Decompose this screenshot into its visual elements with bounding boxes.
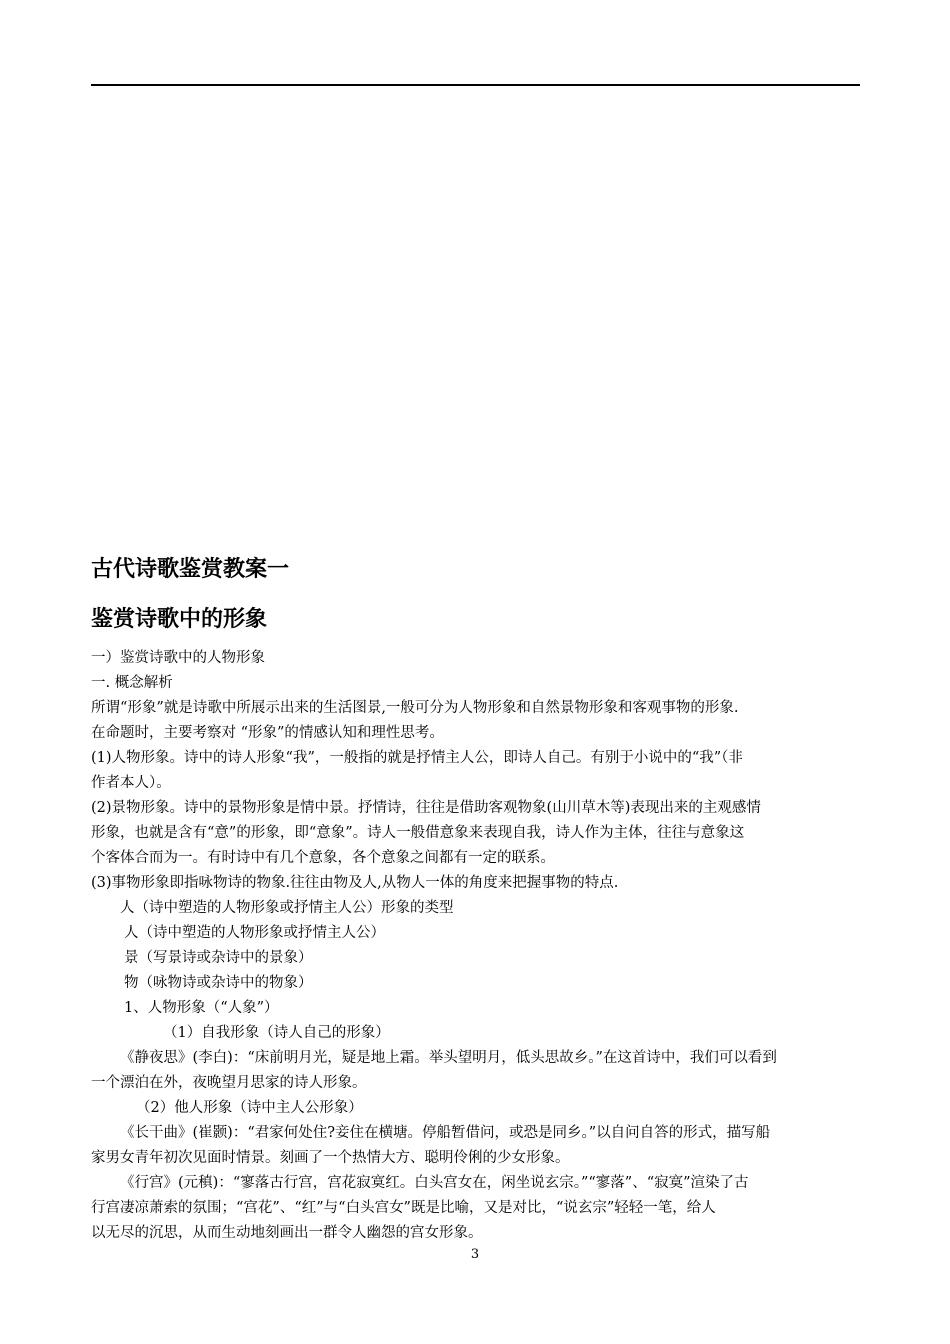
paragraph-line: 所谓“形象”就是诗歌中所展示出来的生活图景,一般可分为人物形象和自然景物形象和客观事物的形象. bbox=[91, 700, 739, 716]
paragraph-line: (1)人物形象。诗中的诗人形象“我”，一般指的就是抒情主人公，即诗人自己。有别于小说中的“我”（非 bbox=[91, 750, 743, 766]
paragraph-line: 行宫凄凉萧索的氛围；“宫花”、“红”与“白头宫女”既是比喻，又是对比，“说玄宗”轻轻一笔，给人 bbox=[91, 1200, 716, 1216]
list-item: 人（诗中塑造的人物形象或抒情主人公） bbox=[124, 925, 385, 941]
paragraph-line: 在命题时，主要考察对 “形象”的情感认知和理性思考。 bbox=[91, 725, 444, 741]
list-heading: 人（诗中塑造的人物形象或抒情主人公）形象的类型 bbox=[120, 900, 454, 916]
paragraph-line: 形象，也就是含有“意”的形象，即“意象”。诗人一般借意象来表现自我，诗人作为主体，往往与意象这 bbox=[91, 825, 745, 841]
document-title: 古代诗歌鉴赏教案一 bbox=[91, 557, 290, 582]
paragraph-line: 《静夜思》(李白)：“床前明月光，疑是地上霜。举头望明月，低头思故乡。”在这首诗中，我们可以看到 bbox=[120, 1050, 777, 1066]
document-subtitle: 鉴赏诗歌中的形象 bbox=[91, 607, 268, 632]
page-number: 3 bbox=[470, 1247, 480, 1262]
paragraph-line: 《长干曲》(崔颢)：“君家何处住?妾住在横塘。停船暂借问，或恐是同乡。”以自问自答的形式，描写船 bbox=[120, 1125, 771, 1141]
body-text bbox=[91, 646, 860, 1246]
header-rule bbox=[91, 84, 860, 86]
paragraph-line: 以无尽的沉思，从而生动地刻画出一群令人幽怨的宫女形象。 bbox=[91, 1225, 483, 1241]
subsection-heading: 一. 概念解析 bbox=[91, 675, 173, 691]
paragraph-line: 作者本人）。 bbox=[91, 775, 171, 791]
paragraph-line: 一个漂泊在外，夜晚望月思家的诗人形象。 bbox=[91, 1075, 367, 1091]
section-heading: 一）鉴赏诗歌中的人物形象 bbox=[91, 650, 265, 666]
paragraph-line: (2)景物形象。诗中的景物形象是情中景。抒情诗，往往是借助客观物象(山川草木等)表现出来的主观感情 bbox=[91, 800, 761, 816]
list-item: 景（写景诗或杂诗中的景象） bbox=[124, 950, 313, 966]
paragraph-line: 《行宫》(元稹)：“寥落古行宫，宫花寂寞红。白头宫女在，闲坐说玄宗。”“寥落”、“寂寞”渲染了古 bbox=[120, 1175, 749, 1191]
paragraph-line: (3)事物形象即指咏物诗的物象.往往由物及人,从物人一体的角度来把握事物的特点. bbox=[91, 875, 619, 891]
list-item: 物（咏物诗或杂诗中的物象） bbox=[124, 975, 313, 991]
list-item: 1、人物形象（“人象”） bbox=[124, 1000, 279, 1016]
sub-item-heading: （1）自我形象（诗人自己的形象） bbox=[163, 1025, 390, 1041]
sub-item-heading: （2）他人形象（诗中主人公形象） bbox=[136, 1100, 363, 1116]
paragraph-line: 个客体合而为一。有时诗中有几个意象，各个意象之间都有一定的联系。 bbox=[91, 850, 555, 866]
paragraph-line: 家男女青年初次见面时情景。刻画了一个热情大方、聪明伶俐的少女形象。 bbox=[91, 1150, 570, 1166]
